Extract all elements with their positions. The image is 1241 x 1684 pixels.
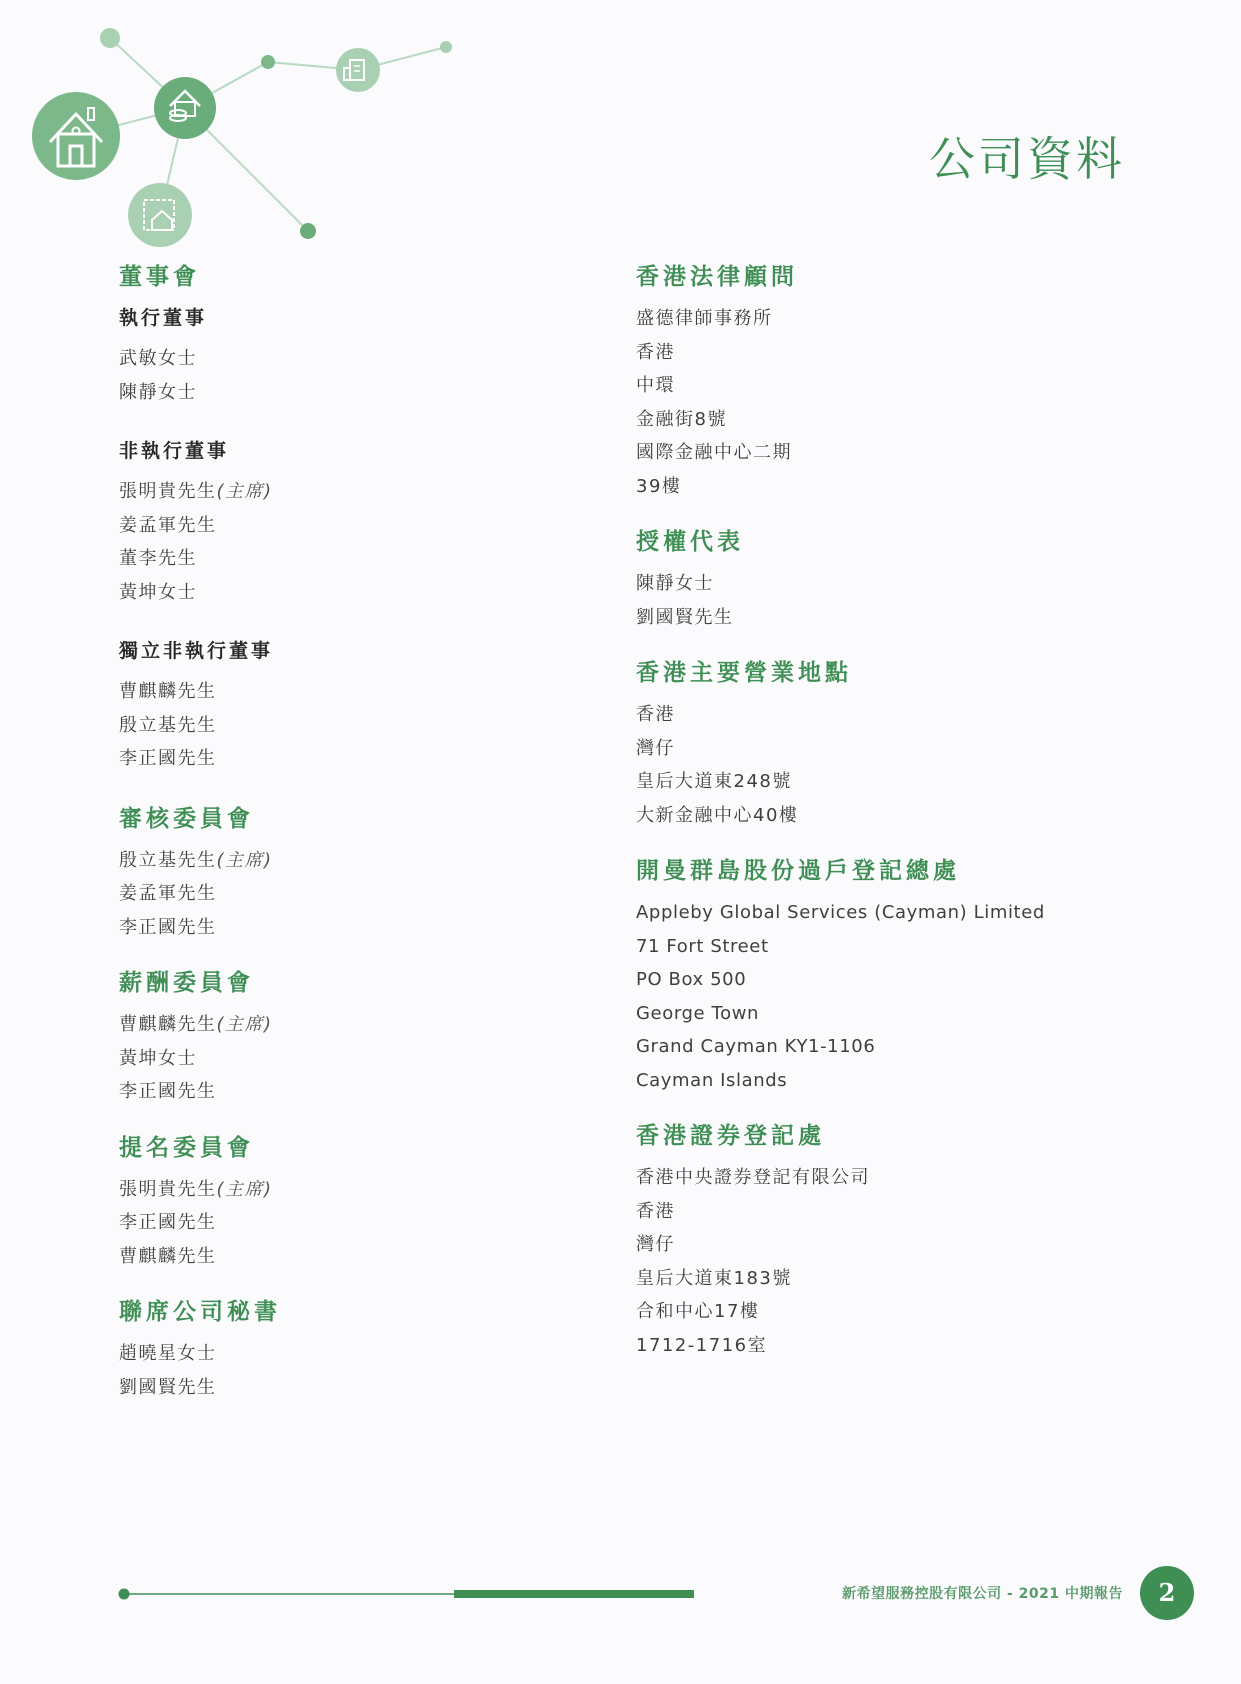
chair-note: (主席) <box>216 481 273 502</box>
nonexec-directors-title: 非執行董事 <box>119 440 230 462</box>
legal-title: 香港法律顧問 <box>636 264 798 290</box>
list-item: 劉國賢先生 <box>636 606 734 628</box>
member-name: 張明貴先生 <box>119 1178 217 1200</box>
authorized-section <box>636 527 1156 634</box>
house-icon <box>32 92 120 180</box>
building-icon <box>336 48 380 92</box>
indep-directors-list <box>119 675 599 776</box>
address-line: George Town <box>636 1002 760 1024</box>
list-item: 陳靜女士 <box>119 381 197 403</box>
address-line: 皇后大道東183號 <box>636 1267 792 1289</box>
address-line: 國際金融中心二期 <box>636 442 792 463</box>
board-section <box>119 262 599 776</box>
list-item: 李正國先生 <box>119 748 217 769</box>
list-item: 姜孟軍先生 <box>119 883 217 904</box>
secretary-section <box>119 1297 599 1404</box>
address-line: PO Box 500 <box>636 969 747 990</box>
chair-note: (主席) <box>216 849 273 871</box>
address-line: 香港 <box>636 341 675 363</box>
left-column <box>119 262 599 1428</box>
list-item: 董李先生 <box>119 548 197 569</box>
address-line: 金融街8號 <box>636 408 727 430</box>
list-item <box>119 1173 599 1207</box>
office-section <box>636 658 1156 832</box>
audit-title: 審核委員會 <box>119 805 254 832</box>
list-item <box>119 1008 599 1042</box>
address-line: Cayman Islands <box>636 1069 788 1091</box>
page-number: 2 <box>1140 1566 1194 1620</box>
nomination-title: 提名委員會 <box>119 1134 254 1161</box>
member-name: 曹麒麟先生 <box>119 1014 217 1035</box>
address-line: 大新金融中心40樓 <box>636 804 799 826</box>
list-item: 劉國賢先生 <box>119 1376 217 1398</box>
chair-note: (主席) <box>216 1014 273 1035</box>
remuneration-title: 薪酬委員會 <box>119 970 254 996</box>
list-item <box>119 844 599 878</box>
office-title: 香港主要營業地點 <box>636 660 852 686</box>
list-item: 武敏女士 <box>119 348 197 369</box>
list-item: 黃坤女士 <box>119 581 197 603</box>
right-column <box>636 262 1156 1386</box>
network-node <box>300 223 316 239</box>
address-line: 1712-1716室 <box>636 1334 768 1356</box>
address-line: 盛德律師事務所 <box>636 308 773 329</box>
house-coin-icon <box>154 77 216 139</box>
list-item: 李正國先生 <box>119 916 217 938</box>
hk-registrar-section <box>636 1121 1156 1362</box>
address-line: 合和中心17樓 <box>636 1301 760 1322</box>
address-line: 皇后大道東248號 <box>636 771 792 792</box>
list-item: 曹麒麟先生 <box>119 681 217 702</box>
address-line: 灣仔 <box>636 1234 675 1255</box>
address-line: Grand Cayman KY1-1106 <box>636 1036 876 1057</box>
list-item: 殷立基先生 <box>119 714 217 736</box>
address-line: 灣仔 <box>636 737 675 759</box>
chair-note: (主席) <box>216 1178 273 1200</box>
list-item: 趙曉星女士 <box>119 1343 217 1364</box>
address-line: 39樓 <box>636 475 682 497</box>
page-title: 公司資料 <box>929 131 1125 186</box>
member-name: 張明貴先生 <box>119 481 217 502</box>
network-node <box>100 28 120 48</box>
nonexec-directors-list <box>119 475 599 609</box>
indep-directors-title: 獨立非執行董事 <box>119 640 274 662</box>
legal-section <box>636 262 1156 503</box>
audit-section <box>119 804 599 945</box>
floorplan-house-icon <box>128 183 192 247</box>
nomination-section <box>119 1133 599 1274</box>
network-node <box>261 55 275 69</box>
address-line: 71 Fort Street <box>636 935 769 957</box>
cayman-registrar-title: 開曼群島股份過戶登記總處 <box>636 858 960 884</box>
list-item <box>119 475 599 509</box>
hk-registrar-title: 香港證券登記處 <box>636 1123 825 1149</box>
list-item: 陳靜女士 <box>636 573 714 594</box>
secretary-title: 聯席公司秘書 <box>119 1299 281 1325</box>
exec-directors-list <box>119 342 599 409</box>
member-name: 殷立基先生 <box>119 849 217 871</box>
address-line: Appleby Global Services (Cayman) Limited <box>636 902 1045 923</box>
list-item: 姜孟軍先生 <box>119 514 217 536</box>
address-line: 香港 <box>636 1200 675 1222</box>
address-line: 中環 <box>636 375 675 396</box>
remuneration-section <box>119 968 599 1109</box>
header-decoration <box>0 0 470 250</box>
address-line: 香港 <box>636 704 675 725</box>
footer-progress-line <box>118 1586 698 1602</box>
list-item: 曹麒麟先生 <box>119 1245 217 1267</box>
cayman-registrar-section <box>636 856 1156 1097</box>
address-line: 香港中央證券登記有限公司 <box>636 1167 870 1188</box>
footer-report-title: 新希望服務控股有限公司 - 2021 中期報告 <box>842 1586 1123 1602</box>
authorized-title: 授權代表 <box>636 529 744 555</box>
exec-directors-title: 執行董事 <box>119 307 208 329</box>
list-item: 李正國先生 <box>119 1212 217 1233</box>
list-item: 李正國先生 <box>119 1081 217 1102</box>
list-item: 黃坤女士 <box>119 1047 197 1069</box>
network-node <box>440 41 452 53</box>
board-title: 董事會 <box>119 264 200 290</box>
